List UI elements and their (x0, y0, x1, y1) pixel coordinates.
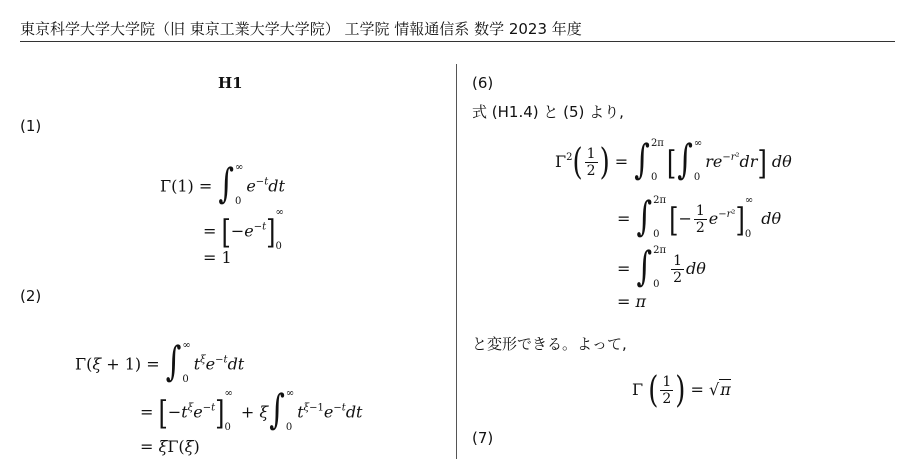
gamma-xi-line-3: = ξΓ(ξ) (140, 437, 200, 456)
gamma-xi-line-1: Γ(ξ + 1) = ∫ ∞ 0 $t^\xi e^{-t}dt$ (75, 338, 245, 386)
gamma-1-line-3: = 1 (203, 248, 232, 267)
section-title: H1 (218, 74, 243, 92)
header-rule (20, 41, 895, 42)
gamma-half-result: Γ ( $\frac{1}{2}$ ) = √π (632, 369, 731, 412)
intro-text: 式 (H1.4) と (5) より, (472, 103, 624, 121)
gamma-half-line-2: = ∫ 2π 0 [− $\frac{1}{2}$ $e^{-r^2}$] ∞ 0 dθ (617, 193, 782, 241)
gamma-1-line-2: = $[-e^{-t}]$ ∞ 0 (203, 207, 284, 252)
page-header: 東京科学大学大学院（旧 東京工業大学大学院） 工学院 情報通信系 数学 2023 年度 (20, 20, 582, 38)
part-2-label: (2) (20, 287, 42, 305)
gamma-half-line-4: = π (617, 292, 647, 311)
gamma-half-line-1: $\Gamma^2$( $\frac{1}{2}$ ) = ∫ 2π 0 [∫ ∞ 0 $re^{-r^2}dr$] dθ (555, 136, 792, 184)
part-1-label: (1) (20, 117, 42, 135)
gamma-xi-line-2: = $[-t^\xi e^{-t}]$ ∞ 0 + ξ∫ ∞ 0 $t^{\xi-1}e^{-t}dt$ (140, 386, 363, 434)
gamma-half-line-3: = ∫ 2π 0 $\frac{1}{2}$ dθ (617, 243, 706, 291)
transform-text: と変形できる。よって, (472, 335, 627, 353)
gamma-1-line-1: Γ(1) = ∫ ∞ 0 $e^{-t}dt$ (160, 160, 285, 208)
column-divider (456, 64, 457, 459)
part-7-label: (7) (472, 429, 494, 447)
part-6-label: (6) (472, 74, 494, 92)
